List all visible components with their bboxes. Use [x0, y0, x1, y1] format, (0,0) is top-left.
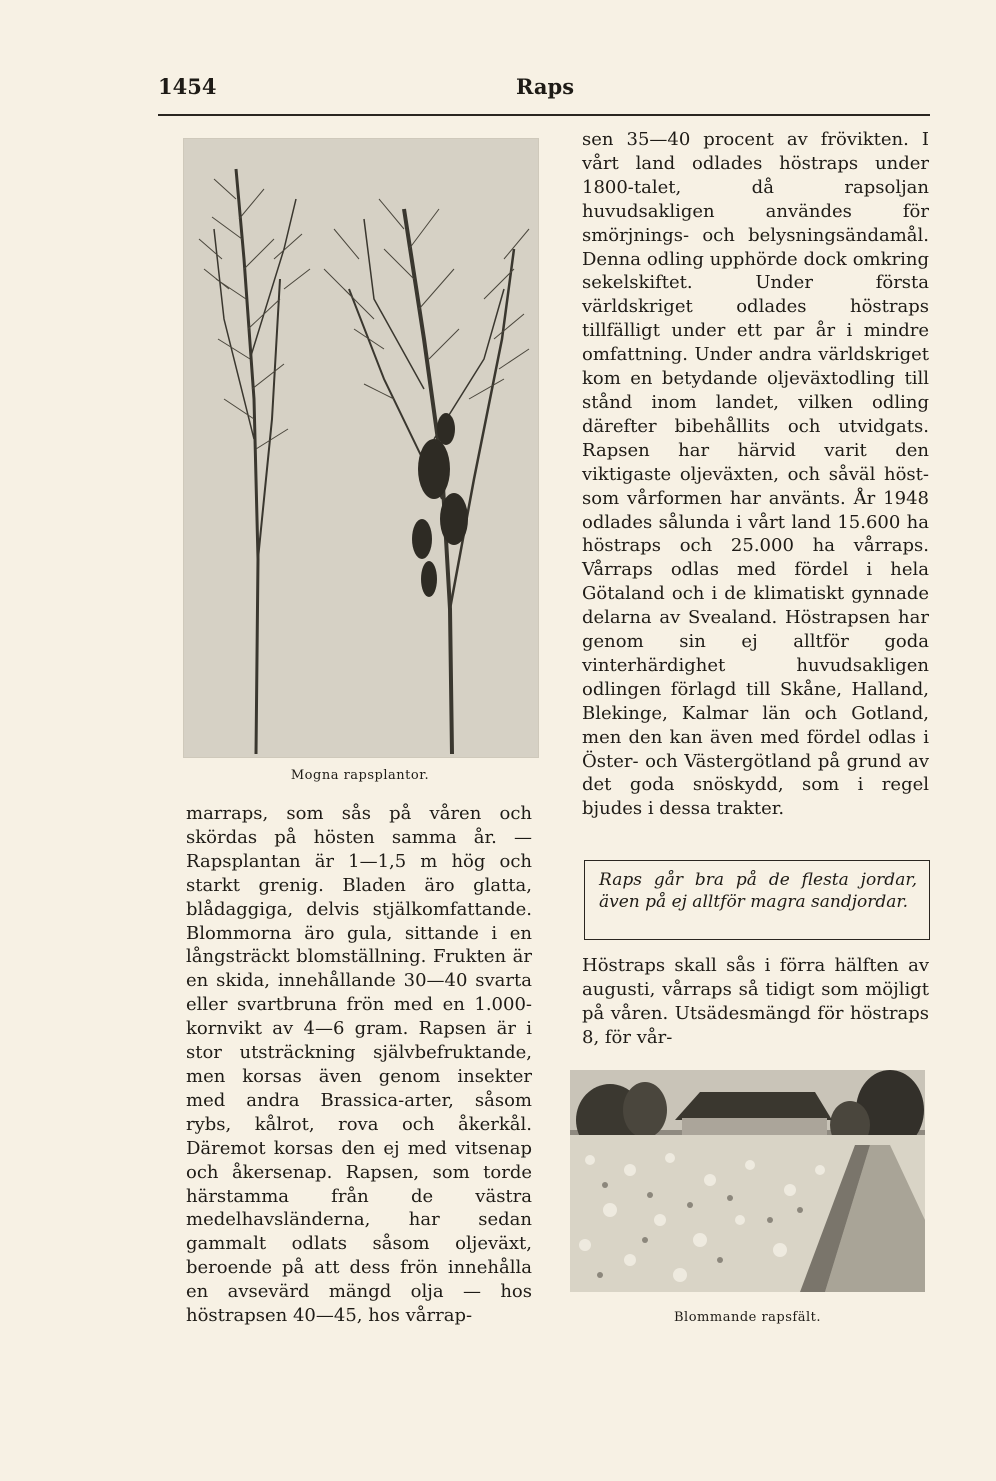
note-text: Raps går bra på de flesta jordar, även på ej alltför magra sandjordar. — [599, 870, 917, 912]
field-photo — [570, 1070, 925, 1292]
plants-photo — [183, 138, 539, 758]
header-rule — [158, 114, 930, 116]
right-column-continued — [582, 954, 929, 1050]
plants-illustration — [184, 139, 538, 757]
running-head: Raps — [516, 74, 575, 99]
note-box — [584, 860, 930, 940]
right-column-continued-text: Höstraps skall sås i förra hälften av augusti, vårraps så tidigt som möjligt på våren. Utsädesmängd för höstraps 8, för vår- — [582, 955, 929, 1048]
page-number: 1454 — [158, 74, 217, 99]
left-column-text: marraps, som sås på våren och skördas på hösten samma år. — Rapsplantan är 1—1,5 m hög och starkt grenig. Bladen äro glatta, blådaggiga, delvis stjälkomfattande. Blommorna äro gula, sittande i en långsträckt blomställning. Frukten är en skida, innehållande 30—40 svarta eller svartbruna frön med en 1.000-kornvikt av 4—6 gram. Rapsen är i stor utsträckning självbefruktande, men korsas även genom insekter med andra Brassica-arter, såsom rybs, kålrot, rova och åkerkål. Däremot korsas den ej med vitsenap och åkersenap. Rapsen, som torde härstamma från de västra medelhavsländerna, har sedan gammalt odlats såsom oljeväxt, beroende på att dess frön innehålla en avsevärd mängd olja — hos höstrapsen 40—45, hos vårrap- — [186, 803, 532, 1327]
field-illustration — [570, 1070, 925, 1292]
right-column — [582, 128, 929, 821]
field-caption: Blommande rapsfält. — [674, 1310, 821, 1325]
right-column-text: sen 35—40 procent av frövikten. I vårt land odlades höstraps under 1800-talet, då rapsoljan huvudsakligen användes för smörjnings- och belysningsändamål. Denna odling upphörde dock omkring sekelskiftet. Under första världskriget odlades höstraps tillfälligt under ett par år i mindre omfattning. Under andra världskriget kom en betydande oljeväxtodling till stånd inom landet, vilken odling därefter bibehållits och utvidgats. Rapsen har härvid varit den viktigaste oljeväxten, och såväl höst- som vårformen har använts. År 1948 odlades sålunda i vårt land 15.600 ha höstraps och 25.000 ha vårraps. Vårraps odlas med fördel i hela Götaland och i de klimatiskt gynnade delarna av Svealand. Höstrapsen har genom sin ej alltför goda vinterhärdighet huvudsakligen odlingen förlagd till Skåne, Halland, Blekinge, Kalmar län och Gotland, men den kan även med fördel odlas i Öster- och Västergötland på grund av det goda snöskydd, som i regel bjudes i dessa trakter. — [582, 129, 929, 820]
left-column — [186, 802, 532, 1328]
page-header — [158, 74, 930, 104]
plants-caption: Mogna rapsplantor. — [290, 768, 430, 783]
